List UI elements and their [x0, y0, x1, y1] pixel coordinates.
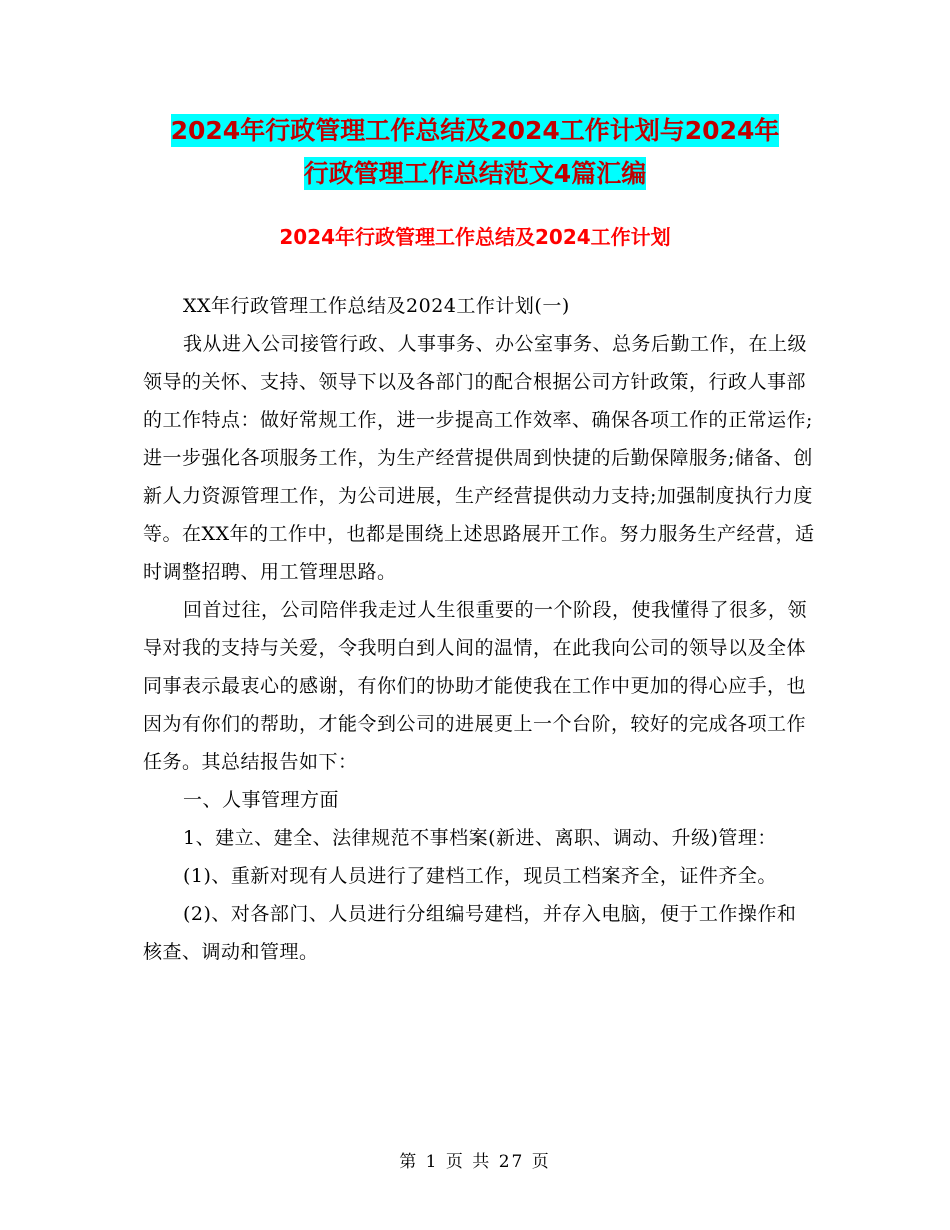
paragraph-heading: XX年行政管理工作总结及2024工作计划(一): [183, 295, 570, 317]
document-body: [143, 287, 815, 971]
document-title-line-1: [140, 110, 810, 152]
paragraph: 回首过往，公司陪伴我走过人生很重要的一个阶段，使我懂得了很多，领导对我的支持与关爱，令我明白到人间的温情，在此我向公司的领导以及全体同事表示最衷心的感谢，有你们的协助才能使我在工作中更加的得心应手，也因为有你们的帮助，才能令到公司的进展更上一个台阶，较好的完成各项工作任务。其总结报告如下：: [143, 599, 808, 773]
title-highlight: 行政管理工作总结范文4篇汇编: [303, 159, 647, 188]
section-title: 2024年行政管理工作总结及2024工作计划: [279, 225, 671, 249]
title-highlight: 2024年行政管理工作总结及2024工作计划与2024年: [170, 116, 780, 145]
document-title-line-2: [140, 153, 810, 195]
paragraph: (1)、重新对现有人员进行了建档工作，现员工档案齐全，证件齐全。: [183, 865, 777, 887]
paragraph: 我从进入公司接管行政、人事事务、办公室事务、总务后勤工作，在上级领导的关怀、支持、领导下以及各部门的配合根据公司方针政策，行政人事部的工作特点：做好常规工作，进一步提高工作效率、确保各项工作的正常运作;进一步强化各项服务工作，为生产经营提供周到快捷的后勤保障服务;储备、创新人力资源管理工作，为公司进展，生产经营提供动力支持;加强制度执行力度等。在XX年的工作中，也都是围绕上述思路展开工作。努力服务生产经营，适时调整招聘、用工管理思路。: [143, 333, 815, 583]
paragraph: (2)、对各部门、人员进行分组编号建档，并存入电脑，便于工作操作和核查、调动和管理。: [143, 903, 797, 963]
page-number: 第 1 页 共 27 页: [399, 1152, 551, 1172]
section-heading: 一、人事管理方面: [183, 789, 340, 811]
paragraph: 1、建立、建全、法律规范不事档案(新进、离职、调动、升级)管理：: [183, 827, 777, 849]
